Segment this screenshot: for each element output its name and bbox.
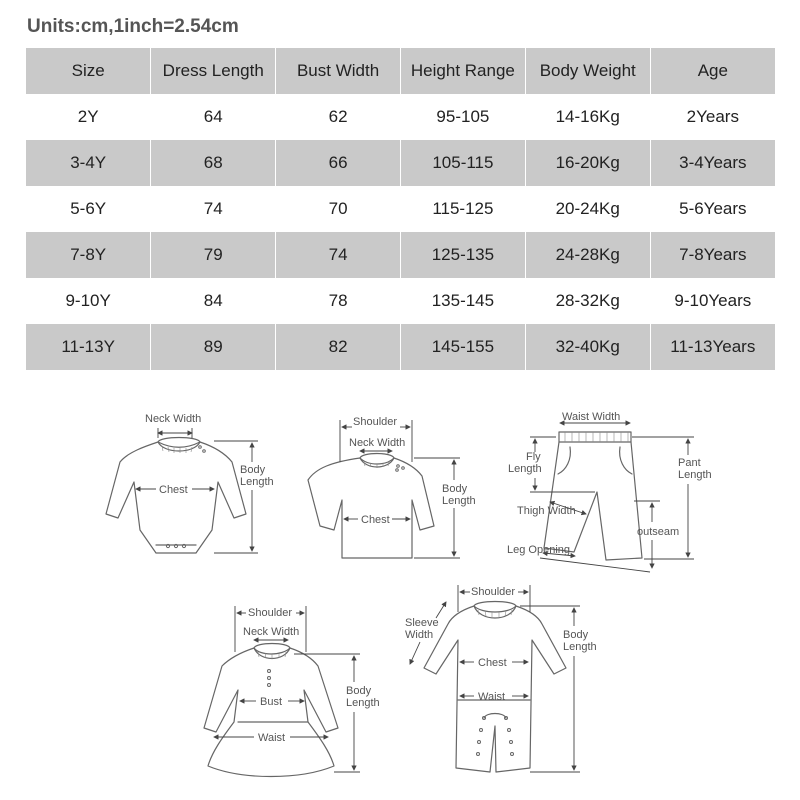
cell-size: 5-6Y bbox=[26, 186, 151, 232]
cell-body-weight: 28-32Kg bbox=[525, 278, 650, 324]
romper-chest-label: Chest bbox=[478, 657, 507, 669]
cell-age: 3-4Years bbox=[679, 153, 747, 172]
sweater-body-label: Body bbox=[442, 483, 468, 495]
cell-body-weight: 20-24Kg bbox=[525, 186, 650, 232]
table-row bbox=[26, 232, 775, 278]
dress-bust-label: Bust bbox=[260, 696, 283, 708]
romper-diagram bbox=[405, 585, 597, 772]
sweater-chest-label: Chest bbox=[361, 514, 390, 526]
sweater-neck-width-label: Neck Width bbox=[349, 437, 406, 449]
cell-body-weight: 32-40Kg bbox=[525, 324, 650, 370]
cell-bust-width: 82 bbox=[276, 324, 401, 370]
pants-thigh-width-label: Thigh Width bbox=[517, 505, 576, 517]
romper-length-label: Length bbox=[563, 641, 597, 653]
size-chart-table bbox=[26, 48, 775, 370]
cell-size: 3-4Y bbox=[26, 140, 151, 186]
cell-bust-width: 74 bbox=[276, 232, 401, 278]
cell-dress-length: 74 bbox=[151, 186, 276, 232]
bodysuit-body-label: Body bbox=[240, 464, 266, 476]
header-age: Age bbox=[697, 61, 728, 80]
cell-age: 5-6Years bbox=[679, 199, 747, 218]
table-row bbox=[26, 278, 775, 324]
sweater-length-label: Length bbox=[442, 495, 476, 507]
romper-sleeve-label: Sleeve bbox=[405, 617, 439, 629]
pants-waist-width-label: Waist Width bbox=[562, 411, 621, 423]
cell-height-range: 115-125 bbox=[400, 186, 525, 232]
cell-size: 2Y bbox=[26, 94, 151, 140]
romper-waist-label: Waist bbox=[478, 691, 506, 703]
cell-height-range: 145-155 bbox=[400, 324, 525, 370]
cell-dress-length: 79 bbox=[151, 232, 276, 278]
romper-body-label: Body bbox=[563, 629, 589, 641]
table-row bbox=[26, 94, 775, 140]
cell-bust-width: 78 bbox=[276, 278, 401, 324]
cell-height-range: 105-115 bbox=[400, 140, 525, 186]
header-height-range: Height Range bbox=[400, 48, 525, 94]
sweater-shoulder-label: Shoulder bbox=[353, 416, 398, 428]
pants-diagram bbox=[507, 411, 712, 572]
table-row bbox=[26, 324, 775, 370]
cell-height-range: 135-145 bbox=[400, 278, 525, 324]
cell-body-weight: 16-20Kg bbox=[525, 140, 650, 186]
dress-waist-label: Waist bbox=[258, 732, 286, 744]
cell-bust-width: 62 bbox=[276, 94, 401, 140]
cell-height-range: 125-135 bbox=[400, 232, 525, 278]
cell-age: 7-8Years bbox=[679, 245, 747, 264]
pants-fly-label: Fly bbox=[526, 451, 541, 463]
cell-height-range: 95-105 bbox=[400, 94, 525, 140]
bodysuit-outline-icon bbox=[106, 442, 246, 553]
sweater-outline-icon bbox=[308, 458, 434, 558]
cell-age: 9-10Years bbox=[674, 291, 752, 310]
cell-age: 11-13Years bbox=[670, 337, 756, 356]
header-size: Size bbox=[26, 48, 151, 94]
units-note: Units:cm,1inch=2.54cm bbox=[27, 16, 239, 37]
pants-pant-label: Pant bbox=[678, 457, 701, 469]
cell-size: 9-10Y bbox=[26, 278, 151, 324]
pants-outline-icon bbox=[544, 442, 642, 560]
table-header-row bbox=[26, 48, 775, 94]
dress-shoulder-label: Shoulder bbox=[248, 607, 293, 619]
dress-body-label: Body bbox=[346, 685, 372, 697]
romper-outline-icon bbox=[424, 606, 566, 772]
cell-bust-width: 70 bbox=[276, 186, 401, 232]
cell-dress-length: 64 bbox=[151, 94, 276, 140]
cell-body-weight: 24-28Kg bbox=[525, 232, 650, 278]
pants-fly-length-label: Length bbox=[508, 463, 542, 475]
cell-age: 2Years bbox=[686, 107, 739, 126]
measurement-diagrams bbox=[0, 380, 800, 800]
cell-body-weight: 14-16Kg bbox=[525, 94, 650, 140]
romper-shoulder-label: Shoulder bbox=[471, 586, 516, 598]
table-row bbox=[26, 186, 775, 232]
cell-size: 7-8Y bbox=[26, 232, 151, 278]
pants-leg-opening-label: Leg Opening bbox=[507, 544, 570, 556]
cell-dress-length: 84 bbox=[151, 278, 276, 324]
pants-waistband-icon bbox=[559, 432, 631, 442]
bodysuit-length-label: Length bbox=[240, 476, 274, 488]
header-dress-length: Dress Length bbox=[151, 48, 276, 94]
dress-neck-width-label: Neck Width bbox=[243, 626, 300, 638]
table-row bbox=[26, 140, 775, 186]
cell-dress-length: 68 bbox=[151, 140, 276, 186]
sweater-diagram bbox=[308, 416, 476, 558]
dress-diagram bbox=[204, 606, 380, 777]
header-body-weight: Body Weight bbox=[525, 48, 650, 94]
header-bust-width: Bust Width bbox=[276, 48, 401, 94]
dress-outline-icon bbox=[204, 648, 338, 777]
bodysuit-neck-width-label: Neck Width bbox=[145, 413, 202, 425]
cell-bust-width: 66 bbox=[276, 140, 401, 186]
dress-length-label: Length bbox=[346, 697, 380, 709]
pants-outseam-label: outseam bbox=[637, 526, 680, 538]
pants-pant-length-label: Length bbox=[678, 469, 712, 481]
romper-width-label: Width bbox=[405, 629, 434, 641]
cell-size: 11-13Y bbox=[26, 324, 151, 370]
cell-dress-length: 89 bbox=[151, 324, 276, 370]
bodysuit-chest-label: Chest bbox=[159, 484, 188, 496]
bodysuit-diagram bbox=[106, 413, 274, 553]
